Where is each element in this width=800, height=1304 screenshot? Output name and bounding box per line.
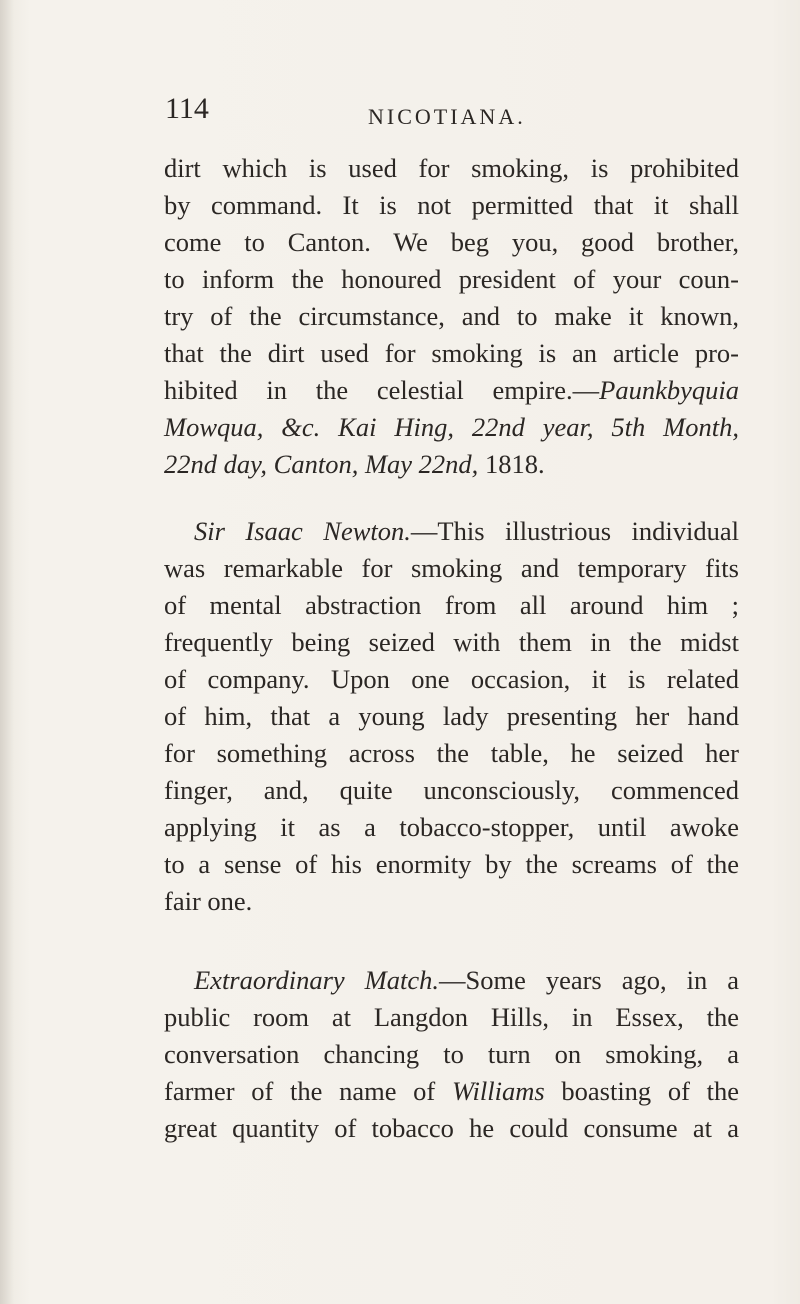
page-edge-shadow — [0, 0, 14, 1304]
person-name: Williams — [451, 1076, 545, 1106]
text-line: by command. It is not permitted that it shall — [164, 190, 739, 220]
page-header — [0, 92, 800, 132]
text-line: try of the circumstance, and to make it known, — [164, 301, 739, 331]
paragraph-extraordinary-match — [164, 962, 739, 1147]
text-line — [164, 1073, 739, 1110]
page-number: 114 — [165, 92, 209, 125]
text-line: to a sense of his enormity by the screams of the — [164, 849, 739, 879]
running-head: NICOTIANA. — [368, 104, 526, 129]
text-line: applying it as a tobacco-stopper, until awoke — [164, 812, 739, 842]
text-line — [164, 372, 739, 409]
text-segment: —This illustrious individual — [410, 516, 739, 546]
text-line: was remarkable for smoking and temporary fits — [164, 553, 739, 583]
text-line — [164, 409, 739, 446]
text-line — [164, 446, 739, 483]
section-title-newton: Sir Isaac Newton. — [194, 516, 411, 546]
text-segment: farmer of the name of — [164, 1076, 452, 1106]
text-line: come to Canton. We beg you, good brother, — [164, 227, 739, 257]
text-line: to inform the honoured president of your coun- — [164, 264, 739, 294]
text-line: conversation chancing to turn on smoking, a — [164, 1039, 739, 1069]
text-line — [164, 962, 739, 999]
text-line: fair one. — [164, 886, 253, 916]
year: 1818. — [478, 449, 545, 479]
paragraph-letter-continued — [164, 150, 739, 483]
text-segment: —Some years ago, in a — [438, 965, 739, 995]
text-segment: hibited in the celestial empire.— — [164, 375, 600, 405]
text-line: that the dirt used for smoking is an article pro- — [164, 338, 739, 368]
body-text — [164, 150, 739, 1147]
text-line: of company. Upon one occasion, it is related — [164, 664, 739, 694]
date-line: 22nd day, Canton, May 22nd, — [164, 449, 479, 479]
signatory-name: Paunkbyquia — [599, 375, 739, 405]
text-segment: boasting of the — [544, 1076, 739, 1106]
text-line: public room at Langdon Hills, in Essex, the — [164, 1002, 739, 1032]
text-line: great quantity of tobacco he could consume at a — [164, 1113, 739, 1143]
text-line: frequently being seized with them in the midst — [164, 627, 739, 657]
text-line: for something across the table, he seized her — [164, 738, 739, 768]
text-line — [164, 513, 739, 550]
text-line: of him, that a young lady presenting her hand — [164, 701, 739, 731]
text-line: dirt which is used for smoking, is prohibited — [164, 153, 739, 183]
paragraph-newton — [164, 513, 739, 920]
section-title-match: Extraordinary Match. — [194, 965, 439, 995]
signature-line: Mowqua, &c. Kai Hing, 22nd year, 5th Month, — [164, 412, 739, 442]
text-line: finger, and, quite unconsciously, commenced — [164, 775, 739, 805]
text-line: of mental abstraction from all around him ; — [164, 590, 739, 620]
